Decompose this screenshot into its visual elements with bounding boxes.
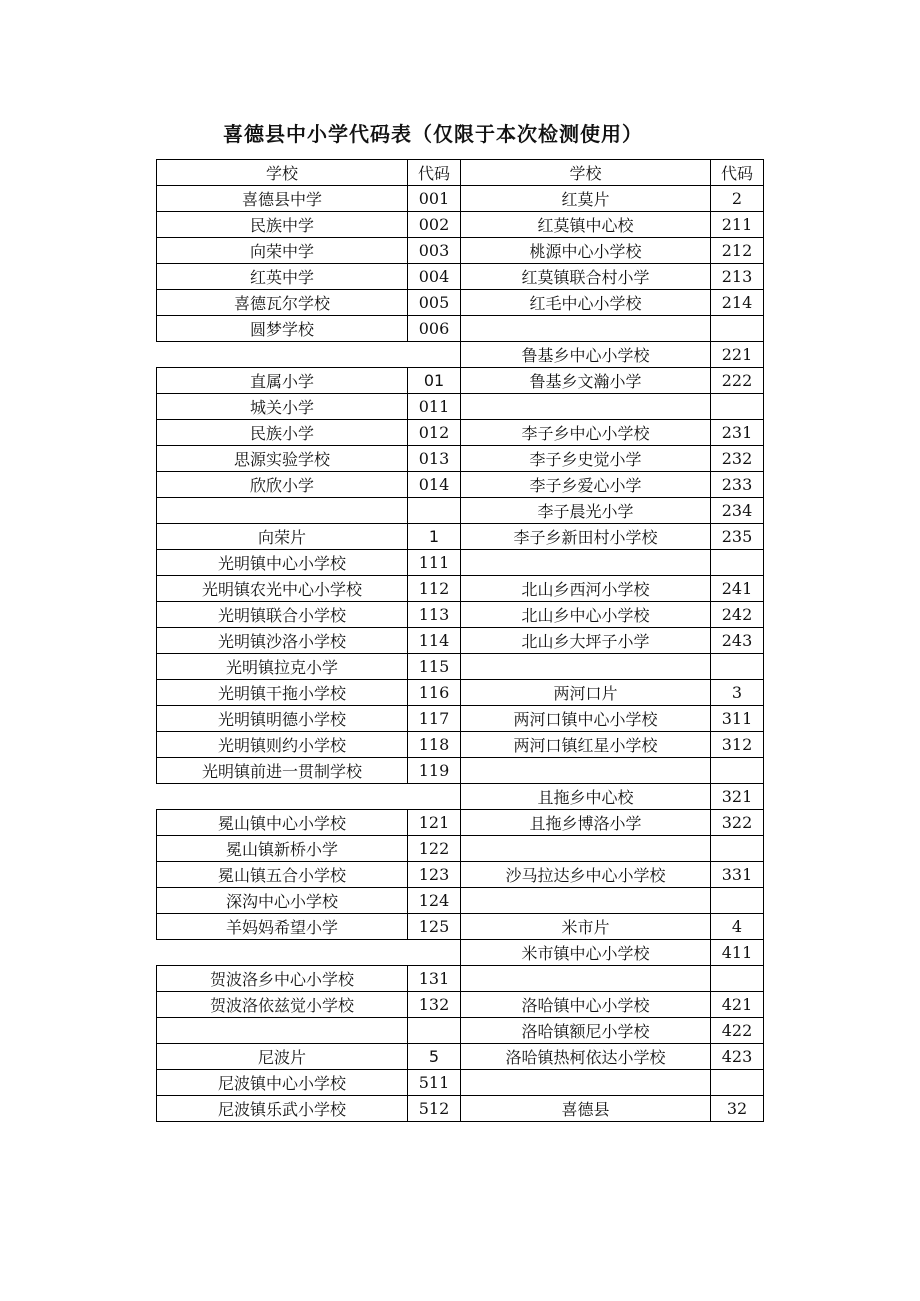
left-code-cell: 512	[408, 1096, 461, 1122]
table-row	[157, 836, 764, 862]
right-school-cell: 李子乡爱心小学	[461, 472, 711, 498]
table-row	[157, 1044, 764, 1070]
right-school-cell: 北山乡西河小学校	[461, 576, 711, 602]
left-school-cell: 光明镇前进一贯制学校	[157, 758, 408, 784]
left-school-cell	[157, 784, 408, 810]
left-code-cell: 117	[408, 706, 461, 732]
left-code-cell: 118	[408, 732, 461, 758]
left-school-cell: 贺波洛乡中心小学校	[157, 966, 408, 992]
right-school-cell: 米市片	[461, 914, 711, 940]
right-code-cell: 241	[711, 576, 764, 602]
left-code-cell: 005	[408, 290, 461, 316]
right-school-cell: 红莫片	[461, 186, 711, 212]
header-school-left: 学校	[157, 160, 408, 186]
left-code-cell: 014	[408, 472, 461, 498]
left-school-cell: 向荣中学	[157, 238, 408, 264]
header-code-right: 代码	[711, 160, 764, 186]
table-row	[157, 498, 764, 524]
table-row	[157, 914, 764, 940]
left-code-cell: 5	[408, 1044, 461, 1070]
right-code-cell	[711, 550, 764, 576]
right-school-cell	[461, 758, 711, 784]
right-code-cell: 233	[711, 472, 764, 498]
left-code-cell: 132	[408, 992, 461, 1018]
left-code-cell: 004	[408, 264, 461, 290]
left-school-cell: 红英中学	[157, 264, 408, 290]
left-school-cell: 光明镇拉克小学	[157, 654, 408, 680]
table-row	[157, 966, 764, 992]
left-school-cell: 欣欣小学	[157, 472, 408, 498]
left-school-cell: 民族小学	[157, 420, 408, 446]
table-row	[157, 524, 764, 550]
right-code-cell: 2	[711, 186, 764, 212]
left-code-cell: 006	[408, 316, 461, 342]
left-code-cell	[408, 342, 461, 368]
left-code-cell: 01	[408, 368, 461, 394]
right-school-cell	[461, 966, 711, 992]
table-row	[157, 446, 764, 472]
left-school-cell: 光明镇沙洛小学校	[157, 628, 408, 654]
left-school-cell: 思源实验学校	[157, 446, 408, 472]
table-row	[157, 238, 764, 264]
left-code-cell: 123	[408, 862, 461, 888]
table-row	[157, 420, 764, 446]
right-code-cell	[711, 966, 764, 992]
right-school-cell: 红毛中心小学校	[461, 290, 711, 316]
left-code-cell: 111	[408, 550, 461, 576]
left-school-cell: 民族中学	[157, 212, 408, 238]
left-school-cell: 喜德瓦尔学校	[157, 290, 408, 316]
table-row	[157, 576, 764, 602]
table-row	[157, 368, 764, 394]
table-row	[157, 212, 764, 238]
left-school-cell: 直属小学	[157, 368, 408, 394]
right-school-cell: 鲁基乡中心小学校	[461, 342, 711, 368]
table-row	[157, 862, 764, 888]
table-row	[157, 1070, 764, 1096]
right-code-cell	[711, 654, 764, 680]
right-school-cell: 沙马拉达乡中心小学校	[461, 862, 711, 888]
left-school-cell: 尼波片	[157, 1044, 408, 1070]
left-school-cell	[157, 342, 408, 368]
left-code-cell: 125	[408, 914, 461, 940]
table-row	[157, 758, 764, 784]
right-school-cell	[461, 1070, 711, 1096]
right-school-cell: 李子乡中心小学校	[461, 420, 711, 446]
left-school-cell: 冕山镇新桥小学	[157, 836, 408, 862]
right-code-cell	[711, 758, 764, 784]
left-code-cell: 003	[408, 238, 461, 264]
left-code-cell: 012	[408, 420, 461, 446]
page-title: 喜德县中小学代码表（仅限于本次检测使用）	[223, 122, 643, 146]
table-row	[157, 264, 764, 290]
school-code-table	[156, 159, 764, 1122]
right-code-cell: 423	[711, 1044, 764, 1070]
right-school-cell: 北山乡中心小学校	[461, 602, 711, 628]
table-row	[157, 602, 764, 628]
left-school-cell: 光明镇则约小学校	[157, 732, 408, 758]
right-school-cell: 桃源中心小学校	[461, 238, 711, 264]
right-code-cell: 32	[711, 1096, 764, 1122]
table-row	[157, 706, 764, 732]
right-code-cell: 312	[711, 732, 764, 758]
left-school-cell: 向荣片	[157, 524, 408, 550]
table-row	[157, 732, 764, 758]
right-school-cell: 且拖乡博洛小学	[461, 810, 711, 836]
right-school-cell: 喜德县	[461, 1096, 711, 1122]
table-row	[157, 1018, 764, 1044]
left-school-cell: 喜德县中学	[157, 186, 408, 212]
left-code-cell: 002	[408, 212, 461, 238]
right-code-cell: 234	[711, 498, 764, 524]
table-row	[157, 940, 764, 966]
left-code-cell: 131	[408, 966, 461, 992]
right-code-cell: 231	[711, 420, 764, 446]
left-school-cell: 光明镇干拖小学校	[157, 680, 408, 706]
right-code-cell: 211	[711, 212, 764, 238]
right-code-cell: 322	[711, 810, 764, 836]
right-school-cell	[461, 550, 711, 576]
left-school-cell: 冕山镇中心小学校	[157, 810, 408, 836]
table-row	[157, 888, 764, 914]
left-school-cell: 贺波洛依兹觉小学校	[157, 992, 408, 1018]
right-code-cell: 214	[711, 290, 764, 316]
table-row	[157, 394, 764, 420]
right-code-cell	[711, 888, 764, 914]
left-school-cell: 城关小学	[157, 394, 408, 420]
left-school-cell	[157, 498, 408, 524]
right-school-cell	[461, 316, 711, 342]
right-school-cell: 李子晨光小学	[461, 498, 711, 524]
left-code-cell: 114	[408, 628, 461, 654]
table-row	[157, 342, 764, 368]
right-school-cell: 红莫镇中心校	[461, 212, 711, 238]
right-school-cell: 且拖乡中心校	[461, 784, 711, 810]
right-school-cell: 洛哈镇额尼小学校	[461, 1018, 711, 1044]
left-code-cell: 113	[408, 602, 461, 628]
right-school-cell: 红莫镇联合村小学	[461, 264, 711, 290]
table-row	[157, 290, 764, 316]
left-code-cell: 119	[408, 758, 461, 784]
left-code-cell: 011	[408, 394, 461, 420]
left-code-cell: 122	[408, 836, 461, 862]
right-code-cell: 213	[711, 264, 764, 290]
left-code-cell	[408, 498, 461, 524]
right-code-cell: 221	[711, 342, 764, 368]
right-school-cell: 李子乡新田村小学校	[461, 524, 711, 550]
table-row	[157, 1096, 764, 1122]
right-school-cell: 两河口镇中心小学校	[461, 706, 711, 732]
header-school-right: 学校	[461, 160, 711, 186]
table-row	[157, 472, 764, 498]
left-school-cell: 光明镇中心小学校	[157, 550, 408, 576]
right-school-cell: 两河口镇红星小学校	[461, 732, 711, 758]
right-code-cell	[711, 394, 764, 420]
header-code-left: 代码	[408, 160, 461, 186]
right-code-cell	[711, 316, 764, 342]
left-school-cell: 圆梦学校	[157, 316, 408, 342]
left-school-cell: 深沟中心小学校	[157, 888, 408, 914]
right-school-cell	[461, 394, 711, 420]
left-code-cell: 124	[408, 888, 461, 914]
right-code-cell: 311	[711, 706, 764, 732]
table-header-row	[157, 160, 764, 186]
right-code-cell: 3	[711, 680, 764, 706]
left-code-cell: 1	[408, 524, 461, 550]
right-school-cell	[461, 836, 711, 862]
left-school-cell: 尼波镇中心小学校	[157, 1070, 408, 1096]
left-school-cell	[157, 1018, 408, 1044]
table-row	[157, 992, 764, 1018]
table-row	[157, 186, 764, 212]
left-school-cell: 羊妈妈希望小学	[157, 914, 408, 940]
left-school-cell: 光明镇农光中心小学校	[157, 576, 408, 602]
left-code-cell: 115	[408, 654, 461, 680]
right-school-cell: 洛哈镇热柯依达小学校	[461, 1044, 711, 1070]
left-school-cell: 尼波镇乐武小学校	[157, 1096, 408, 1122]
right-code-cell: 321	[711, 784, 764, 810]
right-code-cell: 331	[711, 862, 764, 888]
table-row	[157, 550, 764, 576]
table-row	[157, 628, 764, 654]
table-row	[157, 680, 764, 706]
right-school-cell: 鲁基乡文瀚小学	[461, 368, 711, 394]
right-code-cell	[711, 1070, 764, 1096]
right-school-cell: 李子乡史觉小学	[461, 446, 711, 472]
left-code-cell: 121	[408, 810, 461, 836]
left-code-cell: 511	[408, 1070, 461, 1096]
right-school-cell: 米市镇中心小学校	[461, 940, 711, 966]
right-code-cell: 422	[711, 1018, 764, 1044]
right-code-cell: 243	[711, 628, 764, 654]
left-code-cell	[408, 940, 461, 966]
right-code-cell: 242	[711, 602, 764, 628]
left-school-cell: 光明镇明德小学校	[157, 706, 408, 732]
right-code-cell: 411	[711, 940, 764, 966]
left-code-cell	[408, 784, 461, 810]
right-school-cell: 洛哈镇中心小学校	[461, 992, 711, 1018]
table-row	[157, 810, 764, 836]
right-code-cell: 4	[711, 914, 764, 940]
left-school-cell: 光明镇联合小学校	[157, 602, 408, 628]
right-school-cell	[461, 888, 711, 914]
table-row	[157, 654, 764, 680]
right-code-cell	[711, 836, 764, 862]
left-code-cell	[408, 1018, 461, 1044]
left-code-cell: 112	[408, 576, 461, 602]
left-school-cell: 冕山镇五合小学校	[157, 862, 408, 888]
left-school-cell	[157, 940, 408, 966]
left-code-cell: 116	[408, 680, 461, 706]
right-school-cell: 两河口片	[461, 680, 711, 706]
right-code-cell: 235	[711, 524, 764, 550]
table-row	[157, 784, 764, 810]
right-school-cell: 北山乡大坪子小学	[461, 628, 711, 654]
left-code-cell: 013	[408, 446, 461, 472]
right-code-cell: 222	[711, 368, 764, 394]
right-code-cell: 212	[711, 238, 764, 264]
table-row	[157, 316, 764, 342]
right-code-cell: 421	[711, 992, 764, 1018]
right-school-cell	[461, 654, 711, 680]
right-code-cell: 232	[711, 446, 764, 472]
left-code-cell: 001	[408, 186, 461, 212]
